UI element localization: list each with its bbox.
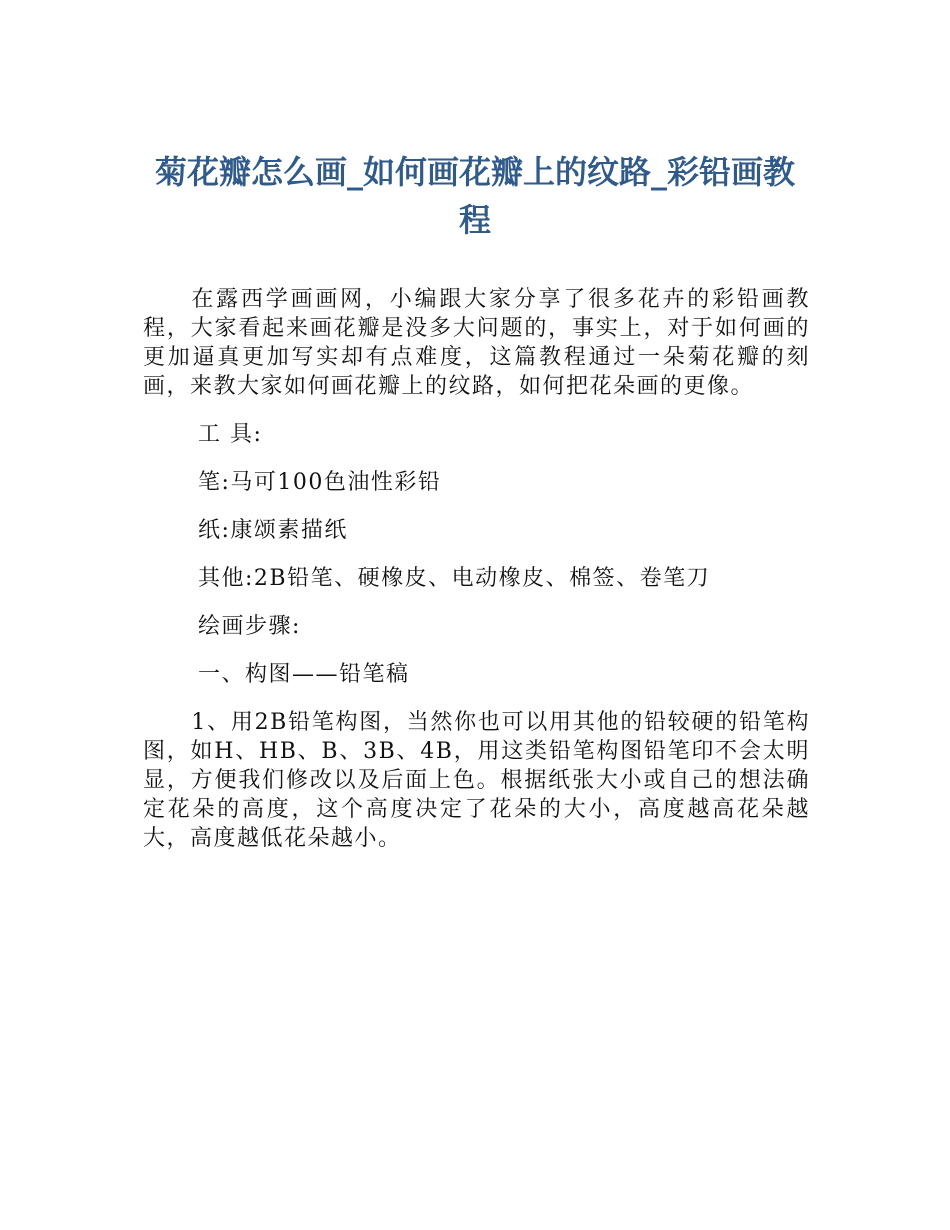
step-one-heading: 一、构图——铅笔稿 xyxy=(198,662,410,687)
document-body xyxy=(143,285,810,853)
tools-heading: 工 具: xyxy=(198,422,263,447)
steps-heading: 绘画步骤: xyxy=(198,614,301,639)
page-title: 菊花瓣怎么画_如何画花瓣上的纹路_彩铅画教程 xyxy=(154,153,795,239)
step-one-paragraph: 1、用2B铅笔构图，当然你也可以用其他的铅较硬的铅笔构图，如H、HB、B、3B、4B，用这类铅笔构图铅笔印不会太明显，方便我们修改以及后面上色。根据纸张大小或自己的想法确定花朵的高度，这个高度决定了花朵的大小，高度越高花朵越大，高度越低花朵越小。 xyxy=(143,710,810,851)
paper-item: 纸:康颂素描纸 xyxy=(198,518,348,543)
intro-paragraph: 在露西学画画网，小编跟大家分享了很多花卉的彩铅画教程，大家看起来画花瓣是没多大问题的，事实上，对于如何画的更加逼真更加写实却有点难度，这篇教程通过一朵菊花瓣的刻画，来教大家如何画花瓣上的纹路，如何把花朵画的更像。 xyxy=(143,287,810,399)
other-tools-item: 其他:2B铅笔、硬橡皮、电动橡皮、棉签、卷笔刀 xyxy=(198,566,711,591)
pen-item: 笔:马可100色油性彩铅 xyxy=(198,470,442,495)
